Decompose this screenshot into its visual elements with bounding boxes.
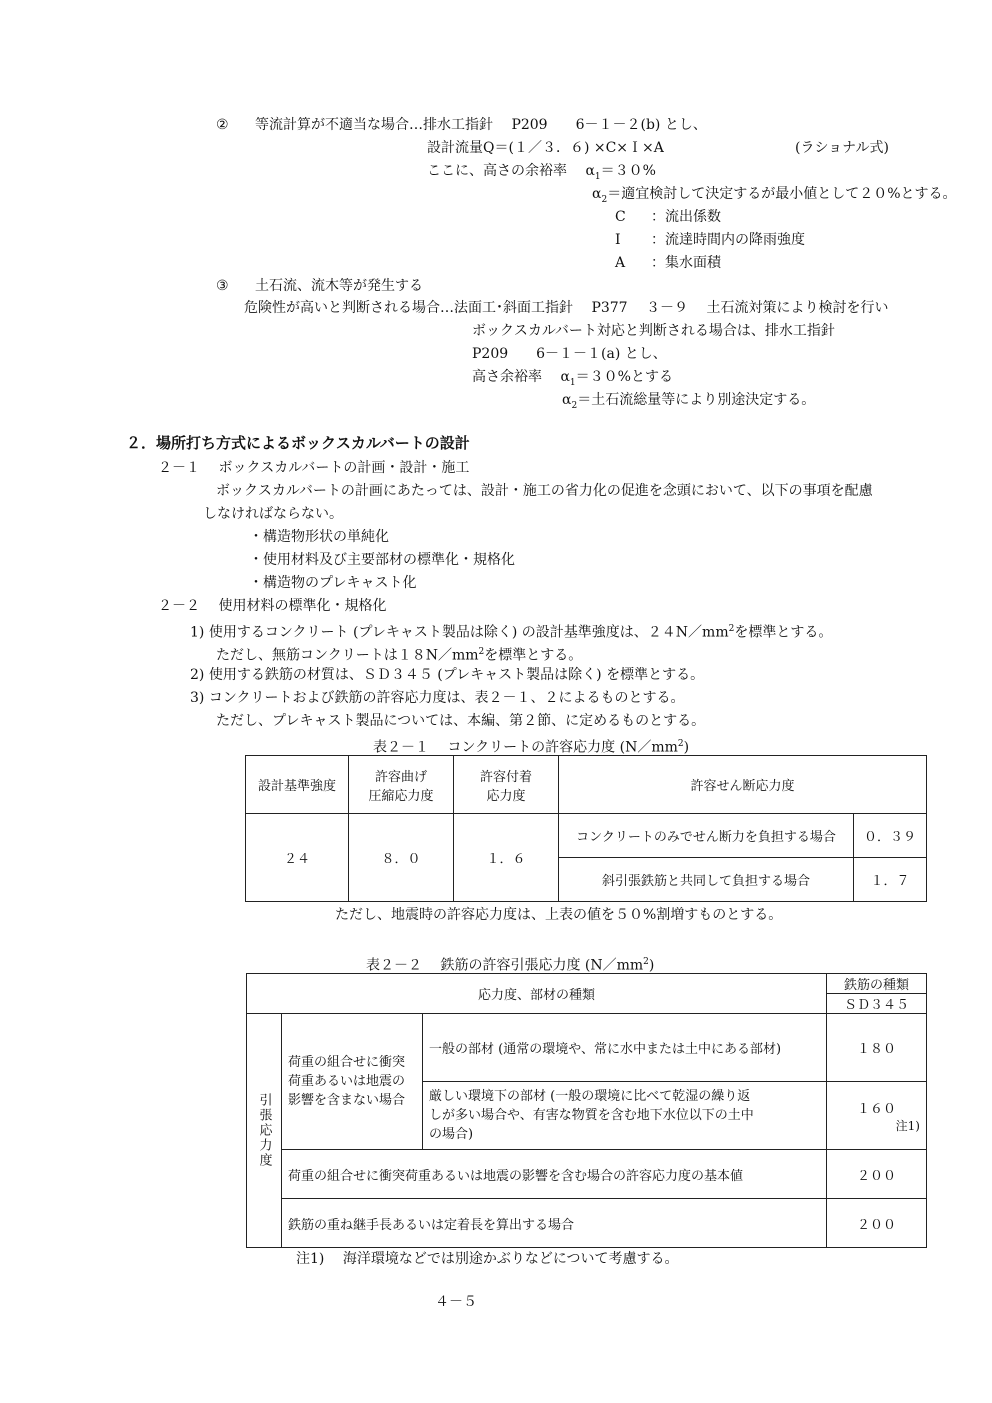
item3-line6: $\alpha_2=$土石流総量等により別途決定する。	[562, 392, 816, 411]
table2-r2-note: 注1)	[895, 1118, 920, 1133]
table2-r3-value: ２００	[827, 1150, 927, 1199]
item3-number: ③	[216, 278, 229, 294]
table1-h-strength: 設計基準強度	[246, 756, 349, 814]
table2-h-type: 鉄筋の種類	[827, 974, 927, 994]
item-3: 3) コンクリートおよび鉄筋の許容応力度は、表２－１、２によるものとする。	[190, 690, 685, 706]
table1-bend: ８．０	[349, 814, 454, 902]
table2-h-kind: 応力度、部材の種類	[247, 974, 827, 1014]
item3-line1: 土石流、流木等が発生する	[255, 278, 423, 294]
table1-h-bond: 許容付着 応力度	[454, 756, 559, 814]
table1-shear-label-1: コンクリートのみでせん断力を負担する場合	[559, 814, 854, 858]
section2-1-para1: ボックスカルバートの計画にあたっては、設計・施工の省力化の促進を念頭において、以下の事項を配慮	[216, 483, 873, 499]
table1-caption: 表２－１ コンクリートの許容応力度 $(N/mm^2)$	[373, 739, 690, 756]
table2-r1-label: 一般の部材 (通常の環境や、常に水中または土中にある部材)	[423, 1014, 827, 1082]
item2-formula-note: (ラショナル式)	[795, 140, 889, 156]
table1-shear-value-2: １．７	[854, 858, 927, 902]
item-1: 1) 使用するコンクリート (プレキャスト製品は除く) の設計基準強度は、$24N/mm^2$を標準とする。	[190, 624, 833, 641]
table1-bond: １．６	[454, 814, 559, 902]
bullet-2: ・使用材料及び主要部材の標準化・規格化	[249, 552, 515, 568]
table2-r2-label: 厳しい環境下の部材 (一般の環境に比べて乾湿の繰り返 しが多い場合や、有害な物質を含む地下水位以下の土中 の場合)	[423, 1082, 827, 1150]
section2-title: ２．場所打ち方式によるボックスカルバートの設計	[126, 434, 470, 452]
table2-footnote: 注1) 海洋環境などでは別途かぶりなどについて考慮する。	[296, 1251, 679, 1267]
section2-2-title: ２－２ 使用材料の標準化・規格化	[158, 598, 387, 614]
item-2: 2) 使用する鉄筋の材質は、ＳＤ３４５ (プレキャスト製品は除く) を標準とする。	[190, 667, 705, 683]
table1-h-bend: 許容曲げ 圧縮応力度	[349, 756, 454, 814]
table1-shear-label-2: 斜引張鉄筋と共同して負担する場合	[559, 858, 854, 902]
def-c: C ：流出係数	[615, 209, 721, 225]
item2-number: ②	[216, 117, 229, 133]
table2-r2-cell	[827, 1082, 927, 1150]
table1-h-shear: 許容せん断応力度	[559, 756, 927, 814]
table2	[246, 973, 927, 1248]
item2-line1: 等流計算が不適当な場合…排水工指針 P209 6－１－２(b) とし、	[255, 117, 707, 133]
table2-group1: 荷重の組合せに衝突 荷重あるいは地震の 影響を含まない場合	[282, 1014, 423, 1150]
bullet-1: ・構造物形状の単純化	[249, 529, 389, 545]
item3-line2: 危険性が高いと判断される場合…法面工･斜面工指針 P377 ３－９ 土石流対策により検討を行い	[244, 300, 889, 316]
item3-line4: P209 6－１－１(a) とし、	[472, 346, 667, 362]
item-3-cont: ただし、プレキャスト製品については、本編、第２節、に定めるものとする。	[216, 713, 706, 729]
section2-1-para2: しなければならない。	[203, 506, 343, 522]
table2-r4-label: 鉄筋の重ね継手長あるいは定着長を算出する場合	[282, 1199, 827, 1248]
section2-1-title: ２－１ ボックスカルバートの計画・設計・施工	[158, 460, 470, 476]
item2-formula: 設計流量Q＝(１／３．６) ×C×Ｉ×A	[427, 140, 664, 156]
item-1-cont: ただし、無筋コンクリートは$18N/mm^2$を標準とする。	[216, 647, 583, 664]
table2-r1-value: １８０	[827, 1014, 927, 1082]
table1-note: ただし、地震時の許容応力度は、上表の値を５０%割増すものとする。	[335, 907, 783, 923]
table1-strength: ２４	[246, 814, 349, 902]
bullet-3: ・構造物のプレキャスト化	[249, 575, 417, 591]
def-i: I ：流達時間内の降雨強度	[615, 232, 805, 248]
table2-r3-label: 荷重の組合せに衝突荷重あるいは地震の影響を含む場合の許容応力度の基本値	[282, 1150, 827, 1199]
table2-r2-value: １６０	[856, 1101, 896, 1117]
item3-line3: ボックスカルバート対応と判断される場合は、排水工指針	[472, 323, 835, 339]
item2-margin-a2: $\alpha_2=$適宜検討して決定するが最小値として２０%とする。	[592, 186, 957, 205]
page-number: ４－５	[435, 1294, 477, 1310]
def-a: A ：集水面積	[615, 255, 721, 271]
item3-line5: 高さ余裕率 $\alpha_1=30\%$とする	[472, 369, 673, 388]
table1	[245, 755, 927, 902]
table2-h-grade: ＳＤ３４５	[827, 994, 927, 1014]
table1-shear-value-1: ０．３９	[854, 814, 927, 858]
table2-caption: 表２－２ 鉄筋の許容引張応力度 $(N/mm^2)$	[366, 957, 655, 974]
item2-margin-a1: ここに、高さの余裕率 $\alpha_1=30\%$	[427, 163, 656, 182]
table2-r4-value: ２００	[827, 1199, 927, 1248]
table2-vertical-label: 引張応力度	[247, 1014, 282, 1248]
